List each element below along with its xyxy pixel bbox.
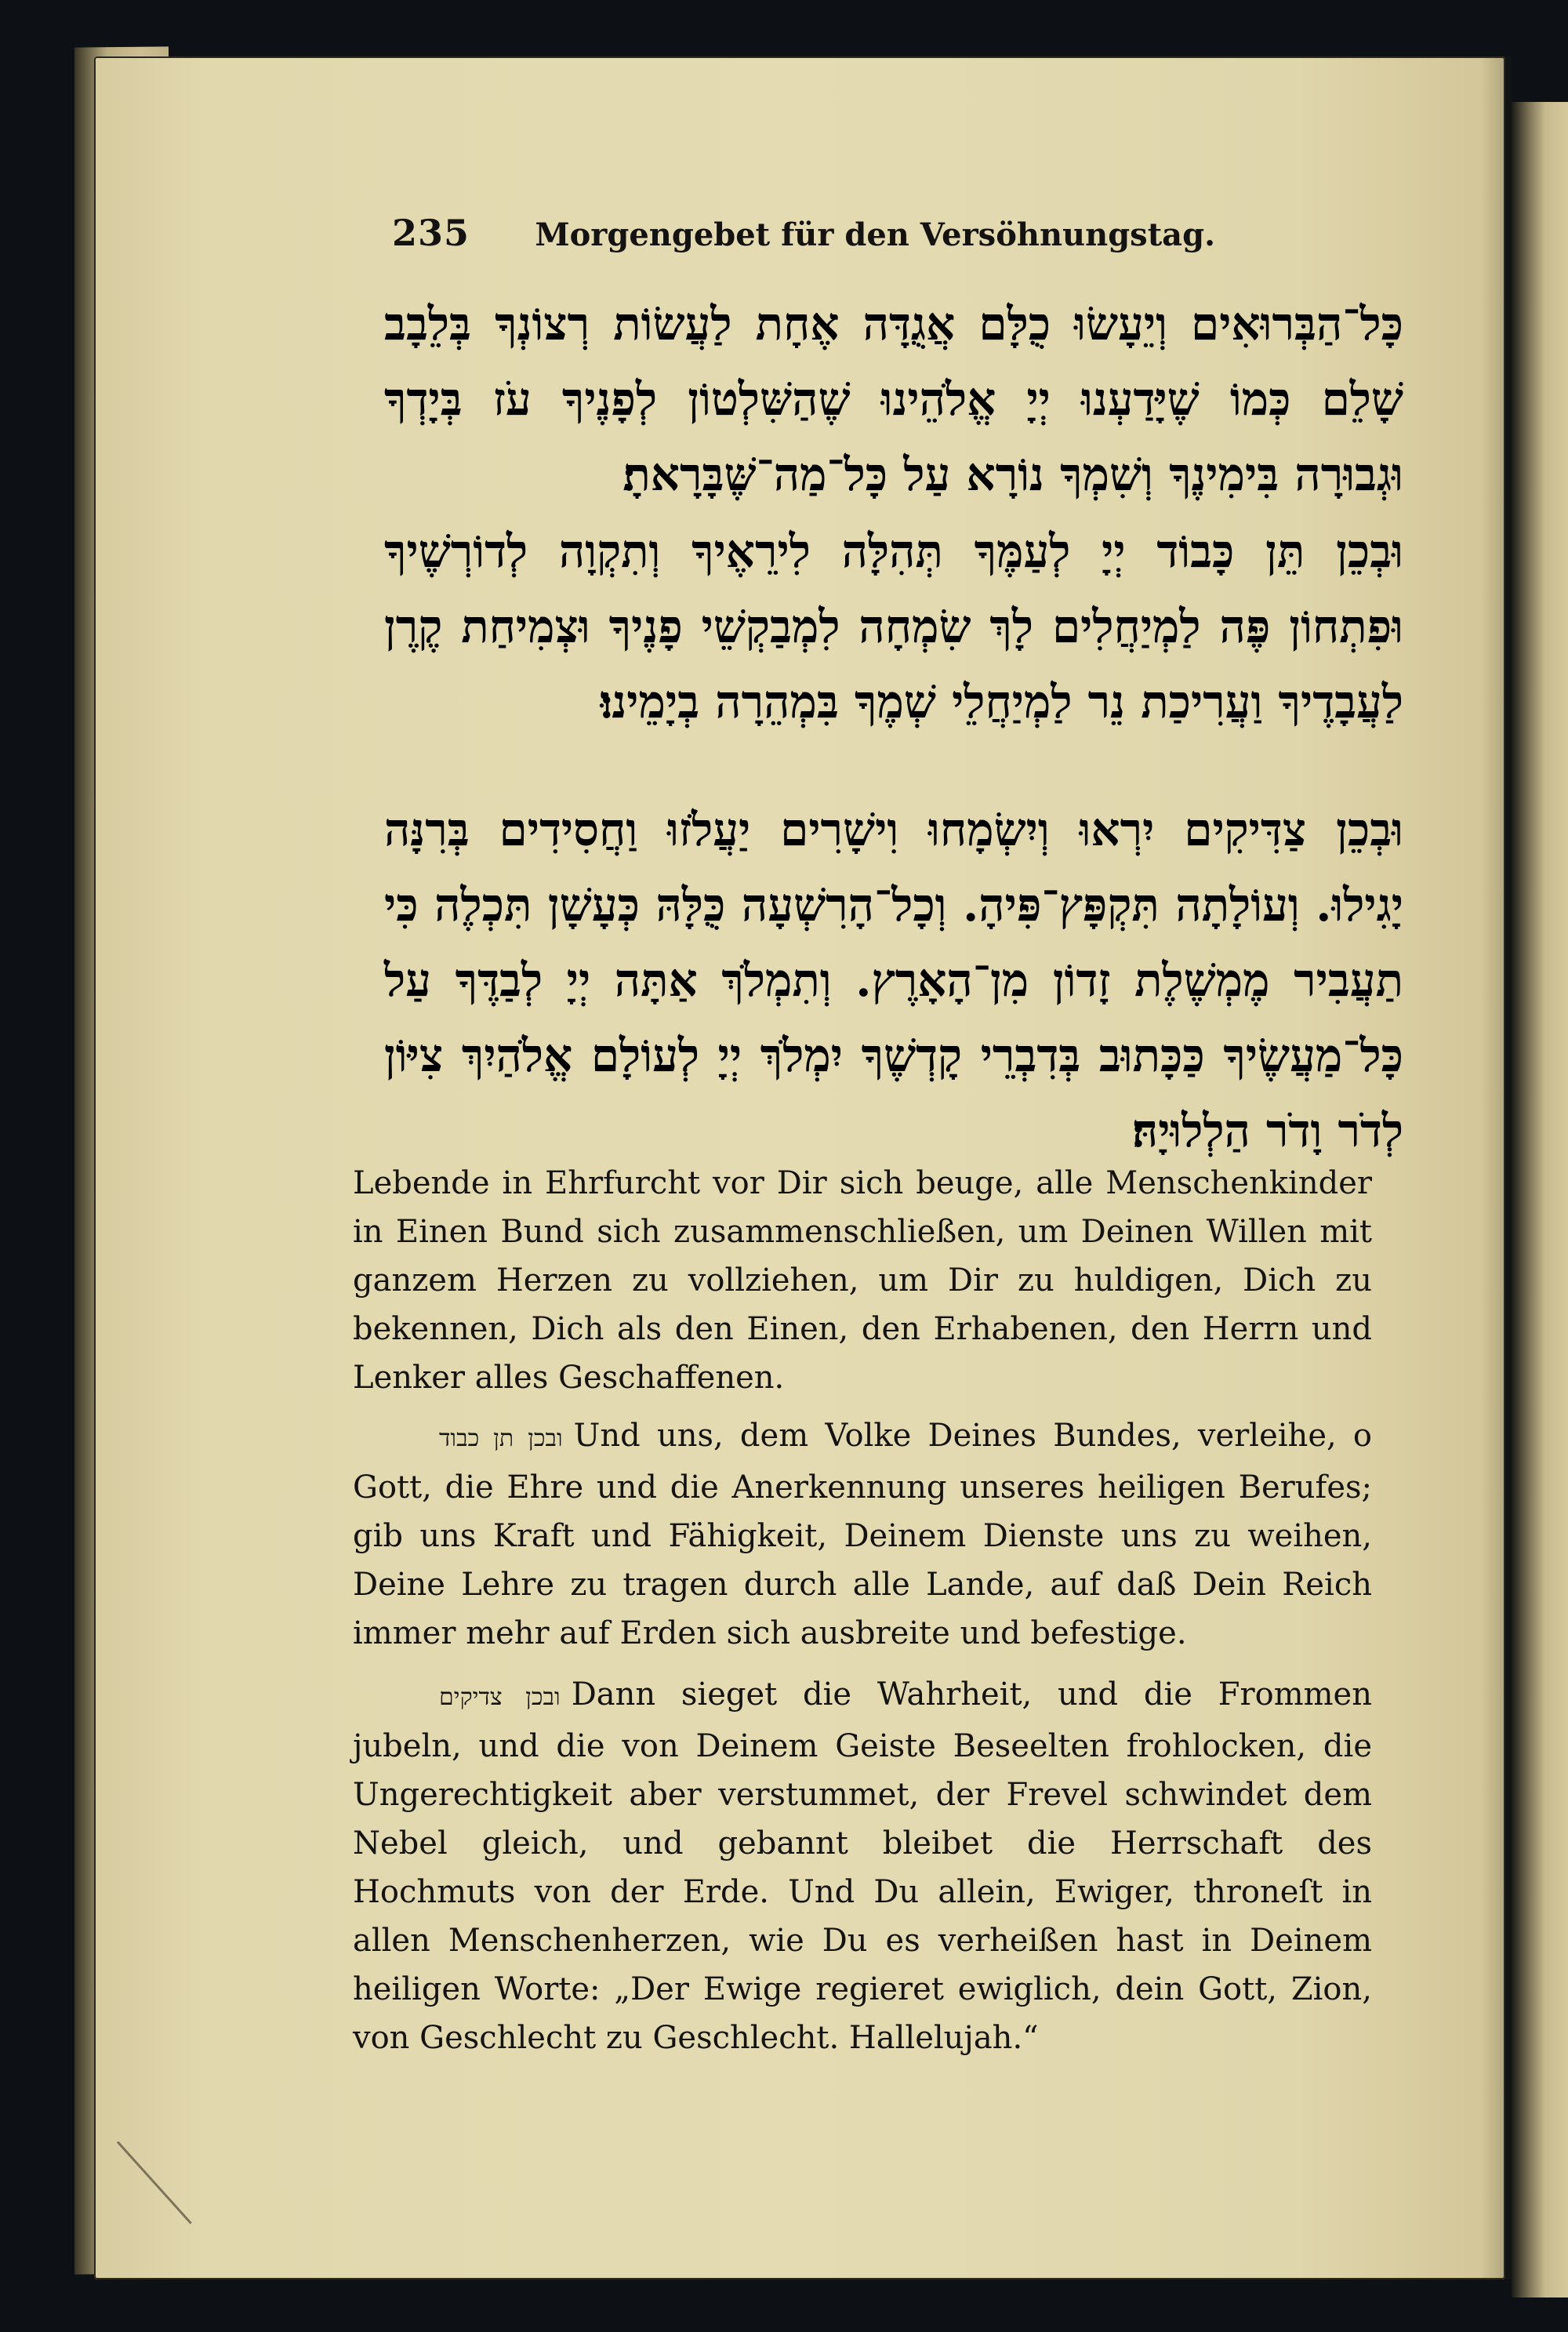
page-number: 235 — [392, 212, 470, 254]
german-paragraph-3-body — [353, 1670, 1372, 2062]
hebrew-lemma-3: ובכן צדיקים — [439, 1684, 561, 1711]
hebrew-text-1: כָּל־הַבְּרוּאִים וְיֵעָשׂוּ כֻלָּם אֲגֻדָּה אֶחָת לַעֲשׂוֹת רְצוֹנְךָ בְּלֵבָב שָׁלֵם כְּמוֹ שֶׁיָּדַעְנוּ יְיָ אֱלֹהֵינוּ שֶׁהַשִּׁלְטוֹן לְפָנֶיךָ עֹז בְּיָדְךָ וּגְבוּרָה בִּימִינֶךָ וְשִׁמְךָ נוֹרָא עַל כָּל־מַה־שֶּׁבָּרָאתָ׃ — [384, 297, 1403, 501]
facing-page-edge — [1512, 102, 1568, 2297]
hebrew-paragraph-2 — [384, 514, 1403, 739]
page-header — [345, 212, 1411, 254]
german-paragraph-2 — [353, 1411, 1372, 1658]
hebrew-text-2: וּבְכֵן תֵּן כָּבוֹד יְיָ לְעַמֶּךָ תְּהִלָּה לִירֵאֶיךָ וְתִקְוָה לְדוֹרְשֶׁיךָ וּפִתְחוֹן פֶּה לַמְיַחֲלִים לָךְ שִׂמְחָה לִמְבַקְשֵׁי פָנֶיךָ וּצְמִיחַת קֶרֶן לַעֲבָדֶיךָ וַעֲרִיכַת נֵר לַמְיַחֲלֵי שְׁמֶךָ בִּמְהֵרָה בְיָמֵינוּ׃ — [384, 525, 1403, 728]
running-header — [392, 212, 1215, 254]
gutter-shadow — [1480, 56, 1512, 2279]
german-paragraph-1 — [353, 1159, 1372, 1402]
german-paragraph-3 — [353, 1670, 1372, 2062]
hebrew-paragraph-3 — [384, 792, 1403, 1168]
german-text-1: Lebende in Ehrfurcht vor Dir sich beuge, alle Menschenkinder in Einen Bund sich zusammenschließen, um Deinen Willen mit ganzem Herzen zu vollziehen, um Dir zu huldigen, Dich zu bekennen, Dich als den Einen, den Erhabenen, den Herrn und Lenker alles Geschaffenen. — [353, 1165, 1372, 1396]
hebrew-lemma-2: ובכן תן כבוד — [439, 1425, 563, 1452]
german-text-3: Dann sieget die Wahrheit, und die Frommen jubeln, und die von Deinem Geiste Beseelten frohlocken, die Ungerechtigkeit aber verstummet, der Frevel schwindet dem Nebel gleich, und gebannt bleibet die Herrschaft des Hochmuts von der Erde. Und Du allein, Ewiger, throneſt in allen Menschenherzen, wie Du es verheißen hast in Deinem heiligen Worte: „Der Ewige regieret ewiglich, dein Gott, Zion, von Geschlecht zu Geschlecht. Hallelujah.“ — [353, 1676, 1372, 2056]
german-paragraph-2-body — [353, 1411, 1372, 1658]
hebrew-text-3: וּבְכֵן צַדִּיקִים יִרְאוּ וְיִשְׂמָחוּ וִישָׁרִים יַעֲלֹזוּ וַחֲסִידִים בְּרִנָּה יָגִילוּ. וְעוֹלָתָה תִּקְפָּץ־פִּיהָ. וְכָל־הָרִשְׁעָה כֻּלָּהּ כְּעָשָׁן תִּכְלֶה כִּי תַעֲבִיר מֶמְשֶׁלֶת זָדוֹן מִן־הָאָרֶץ. וְתִמְלֹךְ אַתָּה יְיָ לְבַדֶּךָ עַל כָּל־מַעֲשֶׂיךָ כַּכָּתוּב בְּדִבְרֵי קָדְשֶׁךָ יִמְלֹךְ יְיָ לְעוֹלָם אֱלֹהַיִךְ צִיּוֹן לְדֹר וָדֹר הַלְלוּיָהּ׃ — [384, 803, 1403, 1157]
german-text-2: Und uns, dem Volke Deines Bundes, verleihe, o Gott, die Ehre und die Anerkennung unseres heiligen Berufes; gib uns Kraft und Fähigkeit, Deinem Dienste uns zu weihen, Deine Lehre zu tragen durch alle Lande, auf daß Dein Reich immer mehr auf Erden sich ausbreite und befestige. — [353, 1418, 1372, 1651]
hebrew-paragraph-1 — [384, 286, 1403, 512]
running-title: Morgengebet für den Versöhnungstag. — [535, 216, 1215, 253]
